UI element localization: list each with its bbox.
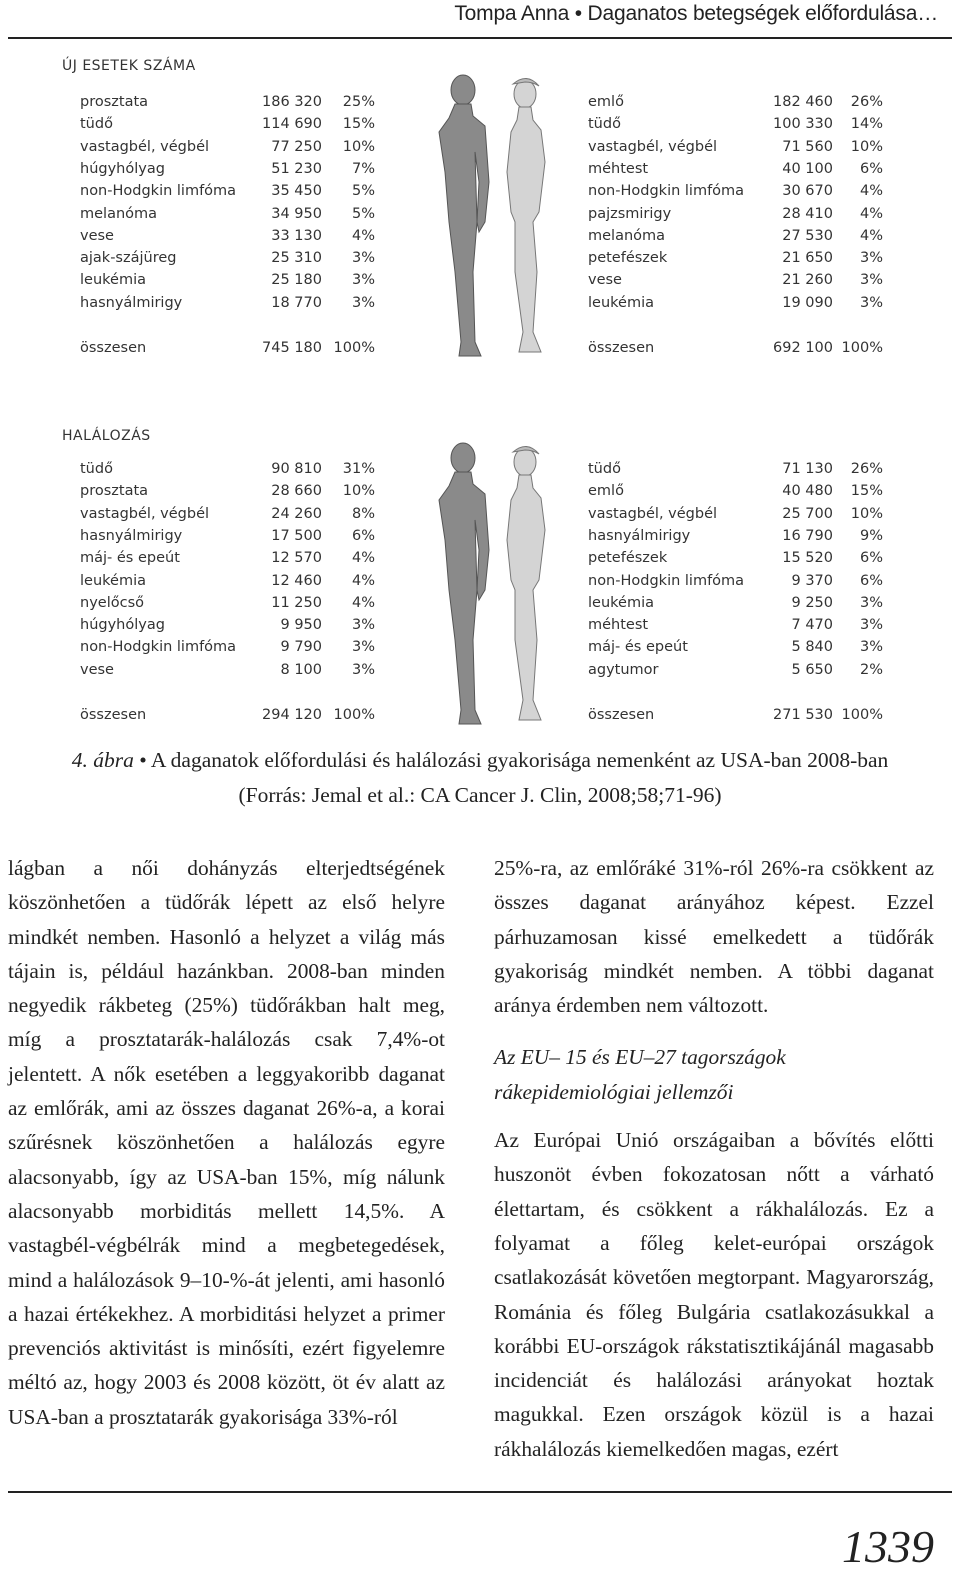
cancer-site: melanóma — [80, 205, 158, 222]
case-count: 24 260 — [271, 505, 322, 522]
percentage: 26% — [850, 461, 883, 477]
percentage: 6% — [859, 550, 883, 567]
cancer-site: máj- és epeút — [80, 550, 180, 567]
cancer-site: ajak-szájüreg — [80, 250, 177, 267]
percentage: 8% — [351, 505, 375, 522]
case-count: 35 450 — [271, 183, 322, 200]
percentage: 5% — [351, 205, 375, 222]
percentage: 25% — [342, 94, 375, 110]
percentage: 3% — [351, 250, 375, 267]
cancer-site: húgyhólyag — [80, 160, 165, 177]
percentage: 3% — [351, 272, 375, 289]
cancer-site: hasnyálmirigy — [80, 527, 183, 544]
left-text-column — [8, 851, 445, 1434]
cancer-site: agytumor — [588, 661, 659, 678]
case-count: 33 130 — [271, 227, 322, 244]
percentage: 3% — [351, 617, 375, 634]
case-count: 18 770 — [271, 294, 322, 311]
cancer-site: emlő — [588, 483, 624, 500]
cancer-site: vastagbél, végbél — [588, 505, 718, 522]
cancer-site: melanóma — [588, 227, 666, 244]
caption-line-1 — [0, 743, 960, 778]
cancer-site: pajzsmirigy — [588, 205, 672, 222]
cancer-site: vese — [80, 227, 114, 244]
cancer-site: összesen — [588, 340, 655, 356]
right-text-column — [494, 851, 934, 1466]
percentage: 100% — [841, 707, 883, 723]
case-count: 40 100 — [782, 160, 833, 177]
case-count: 77 250 — [271, 138, 322, 155]
percentage: 3% — [351, 294, 375, 311]
percentage: 3% — [351, 639, 375, 656]
percentage: 4% — [351, 227, 375, 244]
footer-rule — [8, 1491, 952, 1493]
percentage: 10% — [342, 483, 375, 500]
male-silhouette-icon — [439, 443, 489, 724]
case-count: 7 470 — [791, 617, 833, 634]
percentage: 4% — [859, 205, 883, 222]
case-count: 27 530 — [782, 227, 833, 244]
percentage: 5% — [351, 183, 375, 200]
cancer-site: non-Hodgkin limfóma — [588, 572, 745, 589]
section-subheading: Az EU– 15 és EU–27 tagországok rákepidemiológiai jellemzői — [494, 1045, 786, 1104]
right-paragraph-1: 25%-ra, az emlőráké 31%-ról 26%-ra csökkent az összes daganat arányához képest. Ezzel párhuzamosan kissé emelkedett a tüdőrák gyakoriság mindkét nemben. A többi daganat aránya érdemben nem változott. — [494, 856, 934, 1018]
percentage: 3% — [351, 661, 375, 678]
left-paragraph: lágban a női dohányzás elterjedtségének köszönhetően a tüdőrák lépett az első helyre mindkét nemben. Hasonló a helyzet a világ más tájain is, például hazánkban. 2008-ban minden negyedik rákbeteg (25%) tüdőrákban halt meg, míg a prosztatarák-halálozás csak 7,4%-ot jelentett. A nők esetében a leggyakoribb daganat az emlőrák, ami az összes daganat 26%-a, a korai szűrésnek köszönhetően a halálozás egyre alacsonyabb, így az USA-ban 15%, míg nálunk alacsonyabb morbiditás mellett 14,5%. A vastagbél-végbélrák mind a megbetegedések, mind a halálozások 9–10-%-át jelenti, ami hasonló a hazai értékekhez. A morbiditási helyzet a primer prevenciós aktivitást is minősíti, ezért figyelemre méltó az, hogy 2003 és 2008 között, öt év alatt az USA-ban a prosztatarák gyakorisága 33%-ról — [8, 856, 445, 1429]
cancer-site: tüdő — [80, 116, 113, 133]
case-count: 51 230 — [271, 160, 322, 177]
percentage: 7% — [351, 160, 375, 177]
cancer-site: prosztata — [80, 94, 149, 110]
cancer-site: hasnyálmirigy — [588, 527, 691, 544]
cancer-site: tüdő — [588, 116, 621, 133]
case-count: 34 950 — [271, 205, 322, 222]
percentage: 100% — [841, 340, 883, 356]
cancer-site: vese — [80, 661, 114, 678]
cancer-site: non-Hodgkin limfóma — [80, 183, 237, 200]
percentage: 3% — [859, 639, 883, 656]
case-count: 114 690 — [262, 116, 322, 133]
percentage: 15% — [850, 483, 883, 500]
case-count: 294 120 — [262, 707, 322, 723]
case-count: 15 520 — [782, 550, 833, 567]
case-count: 182 460 — [773, 94, 833, 110]
cancer-site: tüdő — [80, 461, 113, 477]
case-count: 71 130 — [782, 461, 833, 477]
cancer-site: vastagbél, végbél — [588, 138, 718, 155]
case-count: 5 650 — [791, 661, 833, 678]
percentage: 4% — [351, 550, 375, 567]
header-rule — [8, 37, 952, 39]
right-paragraph-2: Az Európai Unió országaiban a bővítés előtti huszonöt évben fokozatosan nőtt a várható élettartam, és csökkent a rákhalálozás. Ez a folyamat a főleg kelet-európai országok csatlakozását követően megtorpant. Magyarország, Románia és főleg Bulgária csatlakozásukkal a korábbi EU-országok rákstatisztikájánál magasabb incidenciát és halálozási arányokat hoztak magukkal. Ezen országok közül is a hazai rákhalálozás kiemelkedően magas, ezért — [494, 1128, 934, 1461]
cancer-site: összesen — [588, 707, 655, 723]
figure-caption — [0, 743, 960, 813]
cancer-site: vastagbél, végbél — [80, 505, 210, 522]
case-count: 19 090 — [782, 294, 833, 311]
case-count: 9 370 — [791, 572, 833, 589]
case-count: 271 530 — [773, 707, 833, 723]
case-count: 17 500 — [271, 527, 322, 544]
percentage: 31% — [342, 461, 375, 477]
case-count: 25 700 — [782, 505, 833, 522]
percentage: 10% — [342, 138, 375, 155]
incidence-male-table — [80, 94, 380, 364]
percentage: 3% — [859, 272, 883, 289]
percentage: 14% — [850, 116, 883, 133]
cancer-site: tüdő — [588, 461, 621, 477]
case-count: 28 410 — [782, 205, 833, 222]
cancer-site: non-Hodgkin limfóma — [80, 639, 237, 656]
case-count: 100 330 — [773, 116, 833, 133]
male-female-figures-incidence — [415, 72, 575, 367]
cancer-site: hasnyálmirigy — [80, 294, 183, 311]
percentage: 10% — [850, 138, 883, 155]
cancer-site: petefészek — [588, 550, 668, 567]
cancer-site: összesen — [80, 707, 147, 723]
percentage: 100% — [333, 707, 375, 723]
percentage: 6% — [859, 572, 883, 589]
percentage: 9% — [859, 527, 883, 544]
cancer-site: leukémia — [80, 272, 146, 289]
case-count: 12 460 — [271, 572, 322, 589]
female-silhouette-icon — [507, 78, 545, 352]
mortality-female-table — [588, 461, 888, 731]
case-count: 16 790 — [782, 527, 833, 544]
cancer-site: leukémia — [588, 594, 654, 611]
incidence-title: ÚJ ESETEK SZÁMA — [62, 58, 196, 74]
percentage: 6% — [351, 527, 375, 544]
case-count: 186 320 — [262, 94, 322, 110]
case-count: 11 250 — [271, 594, 322, 611]
case-count: 5 840 — [791, 639, 833, 656]
percentage: 4% — [351, 594, 375, 611]
case-count: 30 670 — [782, 183, 833, 200]
cancer-site: prosztata — [80, 483, 149, 500]
percentage: 3% — [859, 294, 883, 311]
caption-label: 4. ábra — [71, 748, 134, 772]
mortality-male-table — [80, 461, 380, 731]
case-count: 745 180 — [262, 340, 322, 356]
cancer-site: összesen — [80, 340, 147, 356]
percentage: 4% — [351, 572, 375, 589]
cancer-site: leukémia — [80, 572, 146, 589]
percentage: 3% — [859, 617, 883, 634]
running-header — [0, 0, 960, 40]
cancer-site: méhtest — [588, 160, 649, 177]
case-count: 90 810 — [271, 461, 322, 477]
case-count: 71 560 — [782, 138, 833, 155]
percentage: 10% — [850, 505, 883, 522]
case-count: 40 480 — [782, 483, 833, 500]
percentage: 4% — [859, 227, 883, 244]
case-count: 9 950 — [280, 617, 322, 634]
mortality-title: HALÁLOZÁS — [62, 428, 151, 444]
case-count: 8 100 — [280, 661, 322, 678]
case-count: 21 260 — [782, 272, 833, 289]
percentage: 3% — [859, 250, 883, 267]
cancer-site: méhtest — [588, 617, 649, 634]
percentage: 3% — [859, 594, 883, 611]
male-silhouette-icon — [439, 75, 489, 356]
percentage: 15% — [342, 116, 375, 133]
header-title: Tompa Anna • Daganatos betegségek előfordulása… — [454, 2, 938, 25]
cancer-site: vastagbél, végbél — [80, 138, 210, 155]
case-count: 12 570 — [271, 550, 322, 567]
caption-line-2: (Forrás: Jemal et al.: CA Cancer J. Clin, 2008;58;71-96) — [238, 783, 722, 807]
percentage: 2% — [859, 661, 883, 678]
caption-text-1: • A daganatok előfordulási és halálozási gyakorisága nemenként az USA-ban 2008-ban — [133, 748, 889, 772]
percentage: 4% — [859, 183, 883, 200]
cancer-site: non-Hodgkin limfóma — [588, 183, 745, 200]
female-silhouette-icon — [507, 446, 545, 720]
cancer-site: nyelőcső — [80, 594, 144, 611]
case-count: 25 310 — [271, 250, 322, 267]
page-number: 1339 — [842, 1521, 934, 1572]
case-count: 21 650 — [782, 250, 833, 267]
male-female-figures-mortality — [415, 440, 575, 735]
cancer-site: vese — [588, 272, 622, 289]
case-count: 9 790 — [280, 639, 322, 656]
cancer-site: emlő — [588, 94, 624, 110]
cancer-site: leukémia — [588, 294, 654, 311]
case-count: 25 180 — [271, 272, 322, 289]
case-count: 692 100 — [773, 340, 833, 356]
case-count: 9 250 — [791, 594, 833, 611]
percentage: 100% — [333, 340, 375, 356]
percentage: 6% — [859, 160, 883, 177]
case-count: 28 660 — [271, 483, 322, 500]
cancer-site: húgyhólyag — [80, 617, 165, 634]
cancer-site: máj- és epeút — [588, 639, 688, 656]
incidence-female-table — [588, 94, 888, 364]
percentage: 26% — [850, 94, 883, 110]
cancer-site: petefészek — [588, 250, 668, 267]
